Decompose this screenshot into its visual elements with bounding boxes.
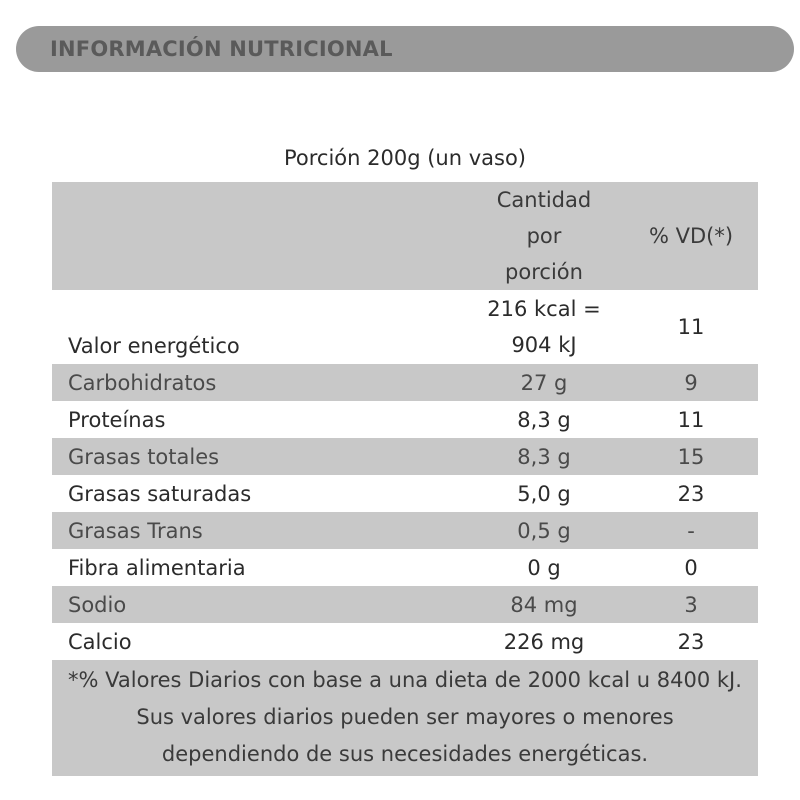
nutrient-amount	[464, 290, 624, 364]
nutrient-name: Fibra alimentaria	[68, 555, 246, 580]
nutrient-name: Grasas saturadas	[68, 481, 252, 506]
header-vd-cell: % VD(*)	[648, 224, 734, 248]
portion-caption: Porción 200g (un vaso)	[283, 146, 526, 170]
nutrient-amount: 8,3 g	[517, 407, 571, 432]
nutrient-vd: 11	[677, 407, 705, 432]
table-row	[52, 549, 758, 586]
nutrient-vd: 15	[677, 444, 705, 469]
nutrient-vd: 23	[677, 481, 705, 506]
nutrition-table	[52, 182, 758, 776]
header-amount-cell	[464, 182, 624, 290]
nutrient-amount: 8,3 g	[517, 444, 571, 469]
nutrient-name: Proteínas	[68, 407, 166, 432]
header-amount-line: por	[526, 224, 562, 248]
table-row-energy	[52, 290, 758, 364]
nutrient-name: Carbohidratos	[68, 370, 217, 395]
table-row	[52, 512, 758, 549]
nutrient-vd: 11	[677, 315, 705, 339]
nutrient-name: Valor energético	[68, 334, 240, 358]
table-row	[52, 364, 758, 401]
table-row	[52, 401, 758, 438]
section-title: INFORMACIÓN NUTRICIONAL	[50, 37, 393, 61]
table-row	[52, 623, 758, 660]
nutrient-amount: 0 g	[527, 555, 561, 580]
nutrient-vd: 9	[684, 370, 698, 395]
energy-amount-line: 904 kJ	[511, 333, 577, 357]
nutrient-name: Calcio	[68, 629, 132, 654]
footnote-text: *% Valores Diarios con base a una dieta de 2000 kcal u 8400 kJ. Sus valores diarios pueden ser mayores o menores dependiendo de sus necesidades energéticas.	[68, 668, 742, 766]
nutrient-vd: -	[687, 518, 695, 543]
nutrient-name: Sodio	[68, 592, 127, 617]
nutrient-vd: 3	[684, 592, 698, 617]
table-row	[52, 586, 758, 623]
table-row	[52, 475, 758, 512]
nutrient-amount: 27 g	[520, 370, 568, 395]
nutrient-amount: 84 mg	[510, 592, 578, 617]
nutrient-amount: 226 mg	[503, 629, 585, 654]
header-amount-line: Cantidad	[496, 188, 592, 212]
section-header	[16, 26, 794, 72]
header-name-cell	[52, 182, 464, 290]
nutrient-name: Grasas totales	[68, 444, 220, 469]
table-header-row	[52, 182, 758, 290]
nutrient-vd: 0	[684, 555, 698, 580]
nutrient-name: Grasas Trans	[68, 518, 203, 543]
table-footnote-row	[52, 660, 758, 776]
header-amount-line: porción	[505, 260, 583, 284]
nutrient-amount: 0,5 g	[517, 518, 571, 543]
table-row	[52, 438, 758, 475]
nutrient-vd: 23	[677, 629, 705, 654]
nutrient-amount: 5,0 g	[517, 481, 571, 506]
energy-amount-line: 216 kcal =	[487, 297, 601, 321]
